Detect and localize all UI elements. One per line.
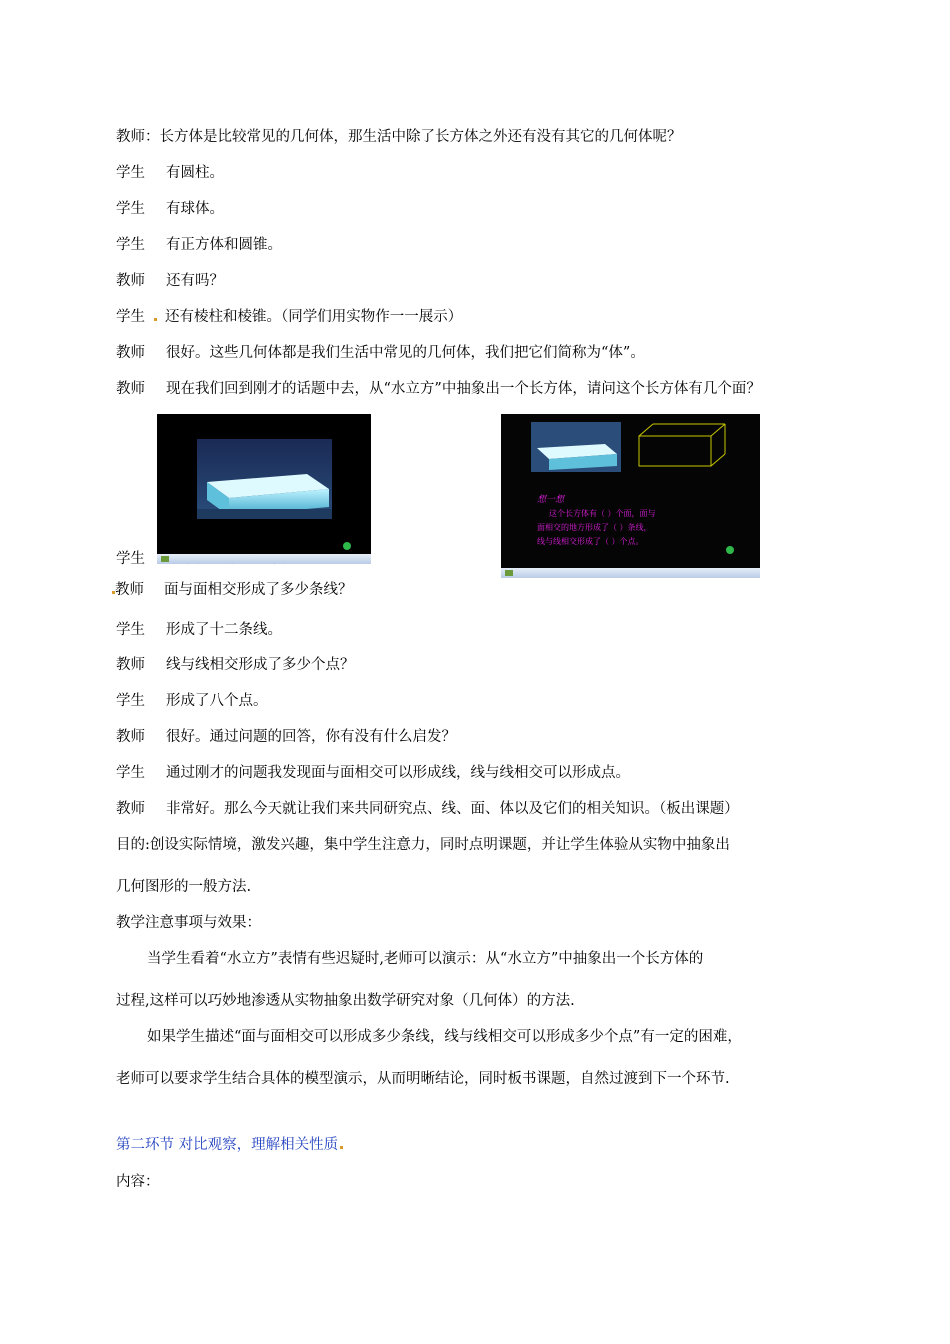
dialogue-text: 很好。这些几何体都是我们生活中常见的几何体，我们把它们简称为“体”。 (166, 345, 645, 361)
taskbar (501, 568, 760, 578)
dialogue-text: 现在我们回到刚才的话题中去，从“水立方”中抽象出一个长方体，请问这个长方体有几个面？ (166, 381, 761, 397)
notes-paragraph-1b: 过程,这样可以巧妙地渗透从实物抽象出数学研究对象（几何体）的方法. (116, 993, 575, 1009)
speaker-label: 学生 (116, 622, 145, 638)
dialogue-line-8 (116, 379, 761, 399)
speaker-label: 学生 (116, 201, 145, 217)
slide-heading: 想一想 (537, 495, 565, 505)
dialogue-text: 还有吗？ (166, 273, 224, 289)
notes-heading: 教学注意事项与效果： (116, 915, 261, 931)
content-label: 内容： (116, 1174, 160, 1190)
dialogue-text: 非常好。那么今天就让我们来共同研究点、线、面、体以及它们的相关知识。（板出课题） (166, 801, 739, 817)
taskbar (157, 554, 371, 564)
speaker-label: 教师 (116, 345, 145, 361)
purpose-line-1: 目的:创设实际情境，激发兴趣，集中学生注意力，同时点明课题，并让学生体验从实物中抽象出 (116, 837, 730, 853)
slide-text-line: 线与线相交形成了（ ）个点。 (537, 537, 644, 546)
dialogue-text: 面与面相交形成了多少条线？ (164, 582, 353, 598)
section-title-text: 第二环节 对比观察，理解相关性质 (116, 1137, 339, 1153)
speaker-label: 教师 (116, 381, 145, 397)
dialogue-text: 通过刚才的问题我发现面与面相交可以形成线，线与线相交可以形成点。 (166, 765, 630, 781)
speaker-label: 教师 (116, 273, 145, 289)
speaker-label: 教师 (116, 729, 145, 745)
dialogue-text: 形成了十二条线。 (166, 622, 282, 638)
speaker-label: 学生 (116, 237, 145, 253)
dialogue-text: 有球体。 (166, 201, 224, 217)
slide-image-water-cube (157, 414, 371, 564)
mark-dot (154, 318, 157, 321)
dialogue-line-3 (116, 199, 224, 219)
speaker-label: 学生 (116, 165, 145, 181)
dialogue-text: 线与线相交形成了多少个点？ (166, 657, 355, 673)
speaker-label: 学生 (116, 693, 145, 709)
speaker-label: 教师 (116, 657, 145, 673)
water-cube-illustration (157, 414, 371, 564)
dialogue-text: 教师：长方体是比较常见的几何体，那生活中除了长方体之外还有没有其它的几何体呢？ (116, 129, 682, 145)
dialogue-text: 有正方体和圆锥。 (166, 237, 282, 253)
dialogue-line-12 (116, 655, 355, 675)
speaker-label: 学生 (116, 309, 145, 325)
dialogue-line-13 (116, 691, 268, 711)
dialogue-line-10 (116, 580, 353, 600)
speaker-label: 学生 (116, 765, 145, 781)
speaker-label: 教师 (115, 582, 144, 598)
dialogue-line-4 (116, 235, 282, 255)
dialogue-line-1 (116, 127, 682, 147)
dialogue-line-5 (116, 271, 224, 291)
dialogue-text: 还有棱柱和棱锥。（同学们用实物作一一展示） (165, 309, 463, 325)
slide-text-line: 面相交的地方形成了（ ）条线， (537, 523, 652, 532)
mark-dot (340, 1146, 343, 1149)
dialogue-text: 很好。通过问题的回答，你有没有什么启发？ (166, 729, 456, 745)
section-title (116, 1135, 345, 1155)
notes-paragraph-2a: 如果学生描述“面与面相交可以形成多少条线，线与线相交可以形成多少个点”有一定的困难， (147, 1029, 742, 1045)
dialogue-text: 有圆柱。 (166, 165, 224, 181)
speaker-label: 学生 (116, 551, 145, 567)
notes-paragraph-1a: 当学生看着“水立方”表情有些迟疑时,老师可以演示：从“水立方”中抽象出一个长方体的 (147, 951, 704, 967)
dialogue-line-16 (116, 799, 739, 819)
dialogue-line-7 (116, 343, 645, 363)
dialogue-line-15 (116, 763, 630, 783)
notes-paragraph-2b: 老师可以要求学生结合具体的模型演示，从而明晰结论，同时板书课题，自然过渡到下一个环节. (116, 1071, 730, 1087)
dialogue-text: 形成了八个点。 (166, 693, 268, 709)
slide-image-think-question (501, 414, 760, 578)
slide-text-line: 这个长方体有（ ）个面，面与 (549, 509, 656, 518)
dialogue-line-2 (116, 163, 224, 183)
speaker-label: 教师 (116, 801, 145, 817)
purpose-line-2: 几何图形的一般方法. (116, 879, 252, 895)
dialogue-line-14 (116, 727, 456, 747)
dialogue-line-6 (116, 307, 462, 327)
dialogue-line-11 (116, 620, 282, 640)
